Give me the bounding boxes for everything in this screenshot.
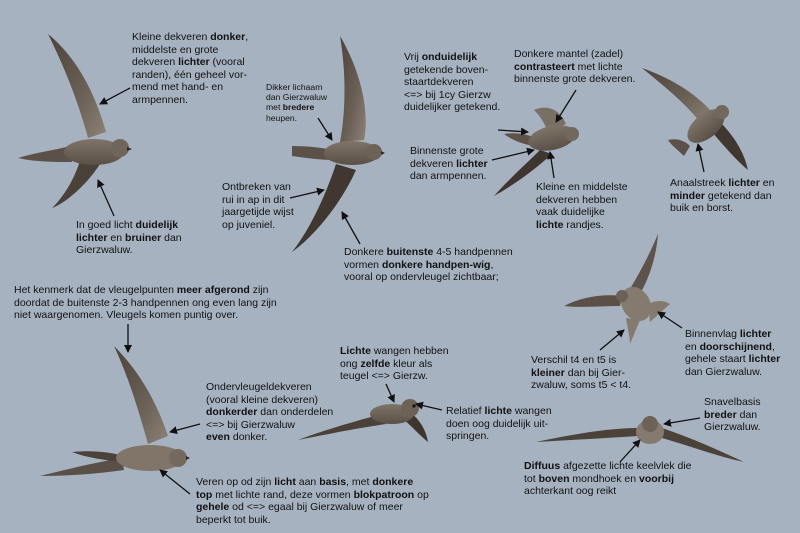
annotation-text-run: dan xyxy=(161,231,182,244)
annotation-text-run: afgezette lichte keelvlek die xyxy=(560,460,692,472)
annotation-thicker-body xyxy=(266,82,327,123)
annotation-text-run: dekveren xyxy=(410,157,457,170)
annotation-text-run: teugel <=> Gierzw. xyxy=(340,370,428,383)
annotation-text-run: op xyxy=(414,488,429,501)
annotation-text-run: lichter xyxy=(748,353,781,366)
annotation-text-run: buik en borst. xyxy=(670,202,734,215)
annotation-text-run: voorbij xyxy=(638,472,674,485)
annotation-wingtips xyxy=(14,284,277,322)
annotation-text-run: getekend dan xyxy=(705,189,772,202)
arrow-16 xyxy=(416,404,442,410)
arrow-17 xyxy=(664,418,700,424)
annotation-text-run: jaargetijde wijst xyxy=(222,206,294,219)
annotation-text-run: dan bij Gier- xyxy=(564,366,625,379)
annotation-text-run: buitenste xyxy=(386,246,434,258)
annotation-text-run: Donkere xyxy=(344,246,387,258)
annotation-text-run: dan Gierzwaluw. xyxy=(685,365,763,378)
annotation-text-run: contrasteert xyxy=(514,60,575,73)
annotation-text-run: kleiner xyxy=(531,366,565,379)
annotation-text-run: lichter xyxy=(178,56,210,69)
annotation-text-run: op juveniel. xyxy=(222,218,276,231)
annotation-text-run: Gierzwaluw. xyxy=(76,244,133,257)
annotation-dark-mantle xyxy=(514,48,635,86)
annotation-text-run: met xyxy=(266,102,283,113)
annotation-text-run: basis xyxy=(319,476,347,488)
annotation-text-run: donker. xyxy=(229,431,268,444)
annotation-text-run: Binnenvlag xyxy=(685,328,740,340)
annotation-text-run: lichter xyxy=(739,328,772,340)
arrow-15 xyxy=(170,424,200,432)
annotation-text-run: en xyxy=(107,231,126,244)
annotation-text-run: (vooral xyxy=(209,56,245,69)
annotation-inner-greater-coverts xyxy=(410,145,488,183)
annotation-text-run: boven xyxy=(538,472,570,485)
annotation-text-run: Snavelbasis xyxy=(704,396,761,408)
annotation-text-run: <=> bij 1cy Gierzw xyxy=(404,88,491,101)
annotation-light-fringes xyxy=(536,181,628,231)
annotation-text-run: breder xyxy=(704,408,737,421)
annotation-text-run: Lichte xyxy=(340,345,371,357)
annotation-text-run: mend met hand- en xyxy=(132,81,224,94)
annotation-text-run: minder xyxy=(670,189,706,202)
annotation-text-run: aan xyxy=(295,476,320,488)
annotation-text-run: Diffuus xyxy=(524,460,561,472)
annotation-text-run: springen. xyxy=(446,430,490,443)
annotation-text-run: Het kenmerk dat de vleugelpunten xyxy=(14,284,177,296)
annotation-text-run: licht xyxy=(274,476,296,488)
annotation-text-run: Kleine dekveren xyxy=(132,31,211,43)
annotation-text-run: donkerder xyxy=(206,406,258,419)
annotation-text-run: , xyxy=(245,31,249,43)
annotation-text-run: meer afgerond xyxy=(176,284,250,296)
arrow-8 xyxy=(556,90,576,122)
annotation-text-run: gehele xyxy=(196,501,230,514)
arrow-14 xyxy=(386,384,394,402)
annotation-text-run: doorschijnend xyxy=(699,340,772,353)
annotation-text-run: lichter xyxy=(728,177,760,189)
annotation-text-run: vaak duidelijke xyxy=(536,206,605,219)
annotation-text-run: , xyxy=(771,340,775,353)
annotation-text-run: dekveren hebben xyxy=(536,193,618,206)
arrow-4 xyxy=(290,190,324,198)
annotation-text-run: zelfde xyxy=(360,357,391,370)
annotation-text-run: heupen. xyxy=(266,112,298,123)
annotation-text-run: duidelijk xyxy=(135,219,179,231)
annotation-text-run: Gierzwaluw. xyxy=(704,421,761,434)
annotation-text-run: 4-5 handpennen xyxy=(433,246,513,258)
arrow-12 xyxy=(658,312,682,328)
annotation-text-run: armpennen. xyxy=(132,93,189,106)
annotation-text-run: staartdekveren xyxy=(404,76,474,89)
annotation-text-run: In goed licht xyxy=(76,219,136,231)
annotation-eye-stands-out xyxy=(446,405,552,443)
annotation-text-run: Kleine en middelste xyxy=(536,181,628,193)
arrow-10 xyxy=(698,144,704,172)
annotation-vent xyxy=(670,177,775,215)
annotation-text-run: , met xyxy=(346,476,373,488)
annotation-text-run: niet waargenomen. Vleugels komen puntig over. xyxy=(14,309,239,322)
annotation-text-run: bruiner xyxy=(125,231,162,244)
annotation-text-run: lichter xyxy=(456,157,488,170)
annotation-text-run: doen oog duidelijk uit- xyxy=(446,417,549,430)
annotation-text-run: blokpatroon xyxy=(353,488,415,501)
annotation-text-run: middelste en grote xyxy=(132,43,219,56)
annotation-text-run: achterkant oog reikt xyxy=(524,485,617,498)
annotation-text-run: even xyxy=(206,431,230,444)
annotation-text-run: Verschil t4 en t5 is xyxy=(531,354,617,366)
annotation-text-run: Binnenste grote xyxy=(410,145,484,157)
annotation-underwing-coverts xyxy=(206,381,333,444)
annotation-text-run: en xyxy=(685,340,700,353)
annotation-text-run: tot xyxy=(524,472,539,485)
annotation-text-run: met lichte rand, deze vormen xyxy=(212,488,354,501)
annotation-bill-base xyxy=(704,396,761,434)
annotation-text-run: dan armpennen. xyxy=(410,170,487,183)
arrow-7 xyxy=(492,150,534,160)
annotation-text-run: rui in ap in dit xyxy=(222,193,285,206)
annotation-text-run: <=> bij Gierzwaluw xyxy=(206,418,295,431)
annotation-text-run: Ontbreken van xyxy=(222,181,291,193)
annotation-text-run: en xyxy=(759,177,775,189)
annotation-underparts-pattern xyxy=(196,476,429,526)
annotation-text-run: dan onderdelen xyxy=(257,406,334,419)
annotation-text-run: Vrij xyxy=(404,51,422,63)
annotation-text-run: vormen xyxy=(344,258,382,271)
arrow-6 xyxy=(498,130,528,132)
arrow-1 xyxy=(100,88,130,104)
arrow-2 xyxy=(98,180,114,216)
annotation-text-run: (vooral kleine dekveren) xyxy=(206,393,319,406)
annotation-t4-t5 xyxy=(531,354,631,392)
annotation-text-run: Donkere mantel (zadel) xyxy=(514,48,624,60)
annotation-text-run: vooral op ondervleugel zichtbaar; xyxy=(344,271,499,284)
annotation-text-run: dan xyxy=(736,408,758,421)
arrow-9 xyxy=(550,152,554,178)
annotation-text-run: beperkt tot buik. xyxy=(196,513,271,526)
annotation-lighter-browner xyxy=(76,219,182,257)
annotation-text-run: bredere xyxy=(282,102,315,113)
annotation-uppertail-coverts xyxy=(404,51,500,114)
annotation-text-run: dekveren xyxy=(132,56,179,69)
annotation-text-run: Anaalstreek xyxy=(670,177,729,189)
arrow-19 xyxy=(620,440,640,462)
annotation-text-run: zijn xyxy=(249,284,269,296)
annotation-text-run: top xyxy=(196,488,213,501)
annotation-text-run: wangen hebben xyxy=(370,345,449,357)
annotation-text-run: randjes. xyxy=(563,218,604,231)
annotation-text-run: Ondervleugeldekveren xyxy=(206,381,312,393)
annotation-no-moult xyxy=(222,181,294,231)
annotation-text-run: od <=> egaal bij Gierzwaluw of meer xyxy=(229,501,403,514)
arrow-13 xyxy=(600,330,624,350)
annotation-text-run: , xyxy=(490,258,494,271)
annotation-text-run: doordat de buitenste 2-3 handpennen ong even lang zijn xyxy=(14,296,277,309)
annotation-text-run: binnenste grote dekveren. xyxy=(514,73,636,86)
annotation-text-run: Dikker lichaam xyxy=(266,82,323,92)
annotation-text-run: getekende boven- xyxy=(404,63,489,76)
annotation-text-run: met lichte xyxy=(574,60,623,73)
annotation-text-run: lichte xyxy=(484,405,512,417)
annotation-text-run: donkere handpen-wig xyxy=(381,258,491,271)
annotation-text-run: Relatief xyxy=(446,405,485,417)
annotation-text-run: lichter xyxy=(76,231,108,244)
annotation-dark-primaries-wedge xyxy=(344,246,513,284)
annotation-text-run: randen), één geheel vor- xyxy=(132,68,247,81)
annotation-text-run: duidelijker getekend. xyxy=(404,101,501,114)
annotation-text-run: kleur als xyxy=(390,357,433,370)
annotation-text-run: wangen xyxy=(511,405,552,417)
annotation-text-run: ong xyxy=(340,357,361,370)
annotation-text-run: donkere xyxy=(372,476,414,488)
arrow-5 xyxy=(342,212,360,244)
annotation-text-run: lichte xyxy=(536,218,564,231)
annotation-text-run: dan Gierzwaluw xyxy=(266,92,328,103)
annotation-wing-coverts xyxy=(132,31,248,107)
annotation-text-run: mondhoek en xyxy=(569,472,639,485)
arrow-18 xyxy=(160,470,190,494)
annotation-tail-inner-web xyxy=(685,328,780,378)
annotation-pale-cheeks xyxy=(340,345,449,383)
annotation-text-run: onduidelijk xyxy=(421,51,478,63)
annotation-text-run: gehele staart xyxy=(685,353,749,366)
annotation-throat-patch xyxy=(524,460,692,498)
annotation-text-run: zwaluw, soms t5 < t4. xyxy=(531,379,632,392)
annotation-text-run: Veren op od zijn xyxy=(196,476,275,488)
annotation-text-run: donker xyxy=(210,31,246,43)
